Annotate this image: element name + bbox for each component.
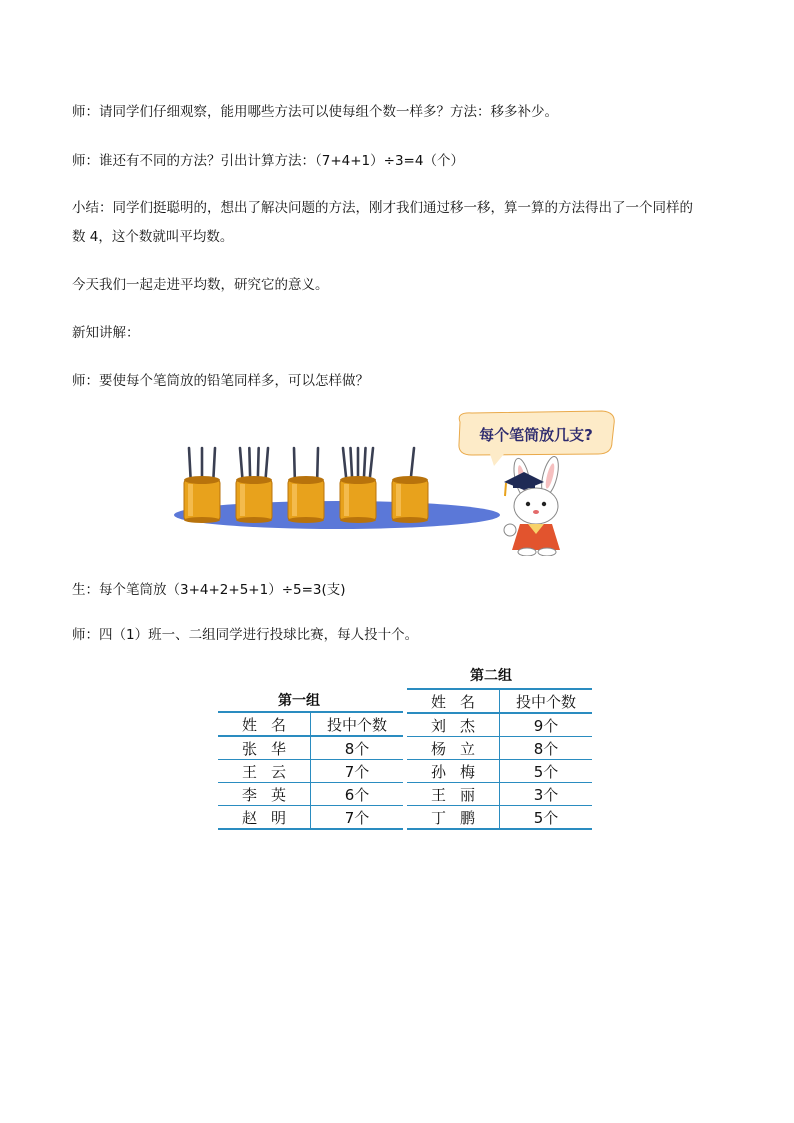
group2-table — [407, 688, 592, 830]
column-header-count: 投中个数 — [311, 712, 404, 736]
table-header-row — [218, 712, 403, 736]
student-name: 张华 — [241, 739, 300, 758]
paragraph-calculation: 师：谁还有不同的方法？引出计算方法：（7+4+1）÷3=4（个） — [72, 153, 464, 169]
column-header-name: 姓名 — [430, 692, 489, 711]
hit-count: 9个 — [500, 713, 593, 737]
pencil-cup — [236, 448, 272, 523]
group2-title: 第二组 — [470, 668, 512, 684]
hit-count: 3个 — [500, 783, 593, 806]
student-name: 李英 — [241, 785, 300, 804]
student-name: 王丽 — [430, 785, 489, 804]
student-name: 丁鹏 — [430, 808, 489, 827]
student-name: 赵明 — [241, 808, 300, 827]
student-name: 王云 — [241, 762, 300, 781]
speech-bubble-text: 每个笔筒放几支? — [479, 426, 593, 444]
hit-count: 7个 — [311, 760, 404, 783]
hit-count: 5个 — [500, 760, 593, 783]
hit-count: 6个 — [311, 783, 404, 806]
paragraph-intro: 今天我们一起走进平均数，研究它的意义。 — [72, 277, 329, 293]
paragraph-summary-line1: 小结：同学们挺聪明的，想出了解决问题的方法，刚才我们通过移一移，算一算的方法得出了一个同样的 — [72, 200, 693, 216]
floor-shadow — [174, 501, 500, 529]
hit-count: 5个 — [500, 806, 593, 830]
table-row — [407, 760, 592, 783]
student-name: 孙梅 — [430, 762, 489, 781]
table-row — [407, 806, 592, 830]
table-row — [218, 783, 403, 806]
pencil-cups-illustration — [172, 408, 622, 556]
paragraph-pencil-question: 师：要使每个笔筒放的铅笔同样多，可以怎样做？ — [72, 373, 369, 389]
pencil-cup — [288, 448, 324, 523]
pencil-cup — [392, 448, 428, 523]
pencil-cup — [340, 448, 376, 523]
table-row — [407, 737, 592, 760]
table-row — [407, 783, 592, 806]
hit-count: 8个 — [500, 737, 593, 760]
hit-count: 7个 — [311, 806, 404, 830]
student-name: 杨立 — [430, 739, 489, 758]
group1-table — [218, 711, 403, 830]
table-row — [218, 736, 403, 760]
student-name: 刘杰 — [430, 716, 489, 735]
paragraph-ball-contest: 师：四（1）班一、二组同学进行投球比赛，每人投十个。 — [72, 627, 419, 643]
table-row — [218, 760, 403, 783]
group1-title: 第一组 — [278, 693, 320, 709]
table-header-row — [407, 689, 592, 713]
paragraph-methods: 师：请同学们仔细观察，能用哪些方法可以使每组个数一样多？方法：移多补少。 — [72, 104, 558, 120]
hit-count: 8个 — [311, 736, 404, 760]
column-header-name: 姓名 — [241, 715, 300, 734]
table-row — [218, 806, 403, 830]
speech-bubble — [459, 411, 614, 466]
column-header-count: 投中个数 — [500, 689, 593, 713]
section-heading-new-knowledge: 新知讲解： — [72, 325, 140, 341]
paragraph-summary-line2: 数 4，这个数就叫平均数。 — [72, 229, 234, 245]
rabbit-teacher-icon — [504, 455, 562, 556]
table-row — [407, 713, 592, 737]
paragraph-student-answer: 生：每个笔筒放（3+4+2+5+1）÷5=3(支) — [72, 582, 346, 598]
pencil-cup — [184, 448, 220, 523]
